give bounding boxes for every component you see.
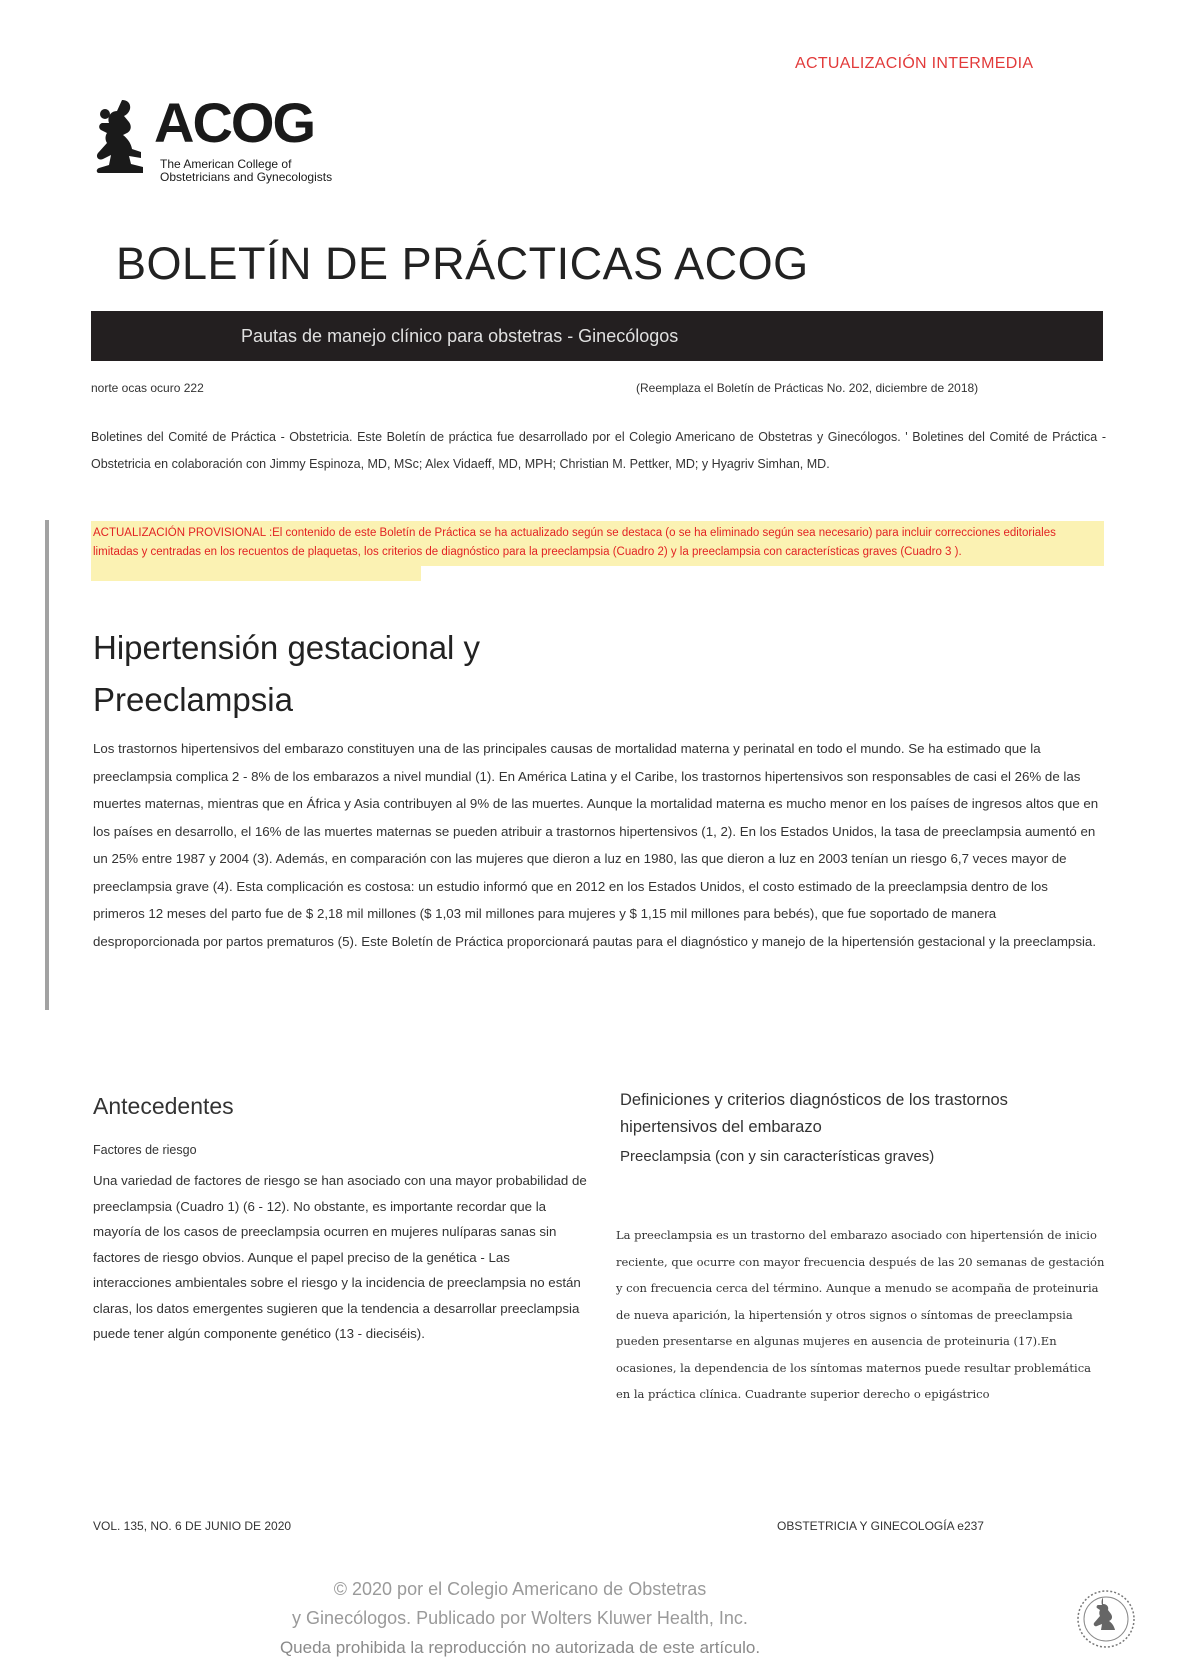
preeclampsia-body: La preeclampsia es un trastorno del embarazo asociado con hipertensión de inicio reciente, que ocurre con mayor frecuencia después de las 20 semanas de gestación y con frecuencia cerca del término. Aunque a menudo se acompaña de proteinuria de nueva aparición, la hipertensión y otros signos o síntomas de preeclampsia pueden presentarse en algunas mujeres en ausencia de proteinuria (17).En ocasiones, la dependencia de los síntomas maternos puede resultar problemática en la práctica clínica. Cuadrante superior derecho o epigástrico <box>616 1228 1105 1401</box>
committee-credits: Boletines del Comité de Práctica - Obstetricia. Este Boletín de práctica fue desarrollado por el Colegio Americano de Obstetras y Ginecólogos. ' Boletines del Comité de Práctica -Obstetricia en colaboración con Jimmy Espinoza, MD, MSc; Alex Vidaeff, MD, MPH; Christian M. Pettker, MD; y Hyagriv Simhan, MD. <box>91 430 1106 471</box>
logo-word: ACOG <box>154 91 314 154</box>
risk-factors-heading: Factores de riesgo <box>93 1143 197 1157</box>
acog-logo-icon <box>92 96 147 174</box>
copyright-notice: © 2020 por el Colegio Americano de Obstetras y Ginecólogos. Publicado por Wolters Kluwer Health, Inc. Queda prohibida la reproducción no autorizada de este artículo. <box>279 1579 761 1657</box>
footer-volume: VOL. 135, NO. 6 DE JUNIO DE 2020 <box>93 1519 292 1533</box>
background-heading: Antecedentes <box>93 1093 234 1119</box>
subtitle-banner <box>91 311 1103 361</box>
page-title: BOLETÍN DE PRÁCTICAS ACOG <box>116 238 809 289</box>
banner-text: Pautas de manejo clínico para obstetras - Ginecólogos <box>241 326 679 346</box>
footer-journal: OBSTETRICIA Y GINECOLOGÍA e237 <box>777 1519 984 1533</box>
intro-paragraph: Los trastornos hipertensivos del embarazo constituyen una de las principales causas de mortalidad materna y perinatal en todo el mundo. Se ha estimado que la preeclampsia complica 2 - 8% de los embarazos a nivel mundial (1). En América Latina y el Caribe, los trastornos hipertensivos son responsables de casi el 26% de las muertes maternas, mientras que en África y Asia contribuyen al 9% de las muertes. Aunque la mortalidad materna es mucho menor en los países de ingresos altos que en los países en desarrollo, el 16% de las muertes maternas se pueden atribuir a trastornos hipertensivos (1, 2). En los Estados Unidos, la tasa de preeclampsia aumentó en un 25% entre 1987 y 2004 (3). Además, en comparación con las mujeres que dieron a luz en 1980, las que dieron a luz en 2003 tenían un riesgo 6,7 veces mayor de preeclampsia grave (4). Esta complicación es costosa: un estudio informó que en 2012 en los Estados Unidos, el costo estimado de la preeclampsia dentro de los primeros 12 meses del parto fue de $ 2,18 mil millones ($ 1,03 mil millones para mujeres y $ 1,15 mil millones para bebés), que fue soportado de manera desproporcionada por partos prematuros (5). Este Boletín de Práctica proporcionará pautas para el diagnóstico y manejo de la hipertensión gestacional y la preeclampsia. <box>93 741 1099 949</box>
article-title: Hipertensión gestacional y Preeclampsia <box>93 629 481 718</box>
definitions-heading: Definiciones y criterios diagnósticos de los trastornos hipertensivos del embarazo <box>620 1091 1008 1136</box>
update-tag: ACTUALIZACIÓN INTERMEDIA <box>795 55 1034 72</box>
interim-highlight-tail <box>91 566 421 581</box>
logo-subtitle: The American College of Obstetricians and Gynecologists <box>160 157 333 184</box>
acog-logo <box>92 91 362 186</box>
side-watermark-text <box>42 520 52 1010</box>
risk-factors-body: Una variedad de factores de riesgo se han asociado con una mayor probabilidad de preeclampsia (Cuadro 1) (6 - 12). No obstante, es importante recordar que la mayoría de los casos de preeclampsia ocurren en mujeres nulíparas sanas sin factores de riesgo obvios. Aunque el papel preciso de la genética - Las interacciones ambientales sobre el riesgo y la incidencia de preeclampsia no están claras, los datos emergentes sugieren que la tendencia a desarrollar preeclampsia puede tener algún componente genético (13 - dieciséis). <box>93 1173 587 1341</box>
bulletin-number: norte ocas ocuro 222 <box>91 381 204 395</box>
acog-seal-icon <box>1075 1588 1137 1650</box>
preeclampsia-heading: Preeclampsia (con y sin características graves) <box>620 1148 935 1165</box>
interim-update-note: ACTUALIZACIÓN PROVISIONAL :El contenido de este Boletín de Práctica se ha actualizado según se destaca (o se ha eliminado según sea necesario) para incluir correcciones editoriales limitadas y centradas en los recuentos de plaquetas, los criterios de diagnóstico para la preeclampsia (Cuadro 2) y la preeclampsia con características graves (Cuadro 3 ). <box>93 527 1056 558</box>
replaces-note: (Reemplaza el Boletín de Prácticas No. 202, diciembre de 2018) <box>636 381 979 395</box>
